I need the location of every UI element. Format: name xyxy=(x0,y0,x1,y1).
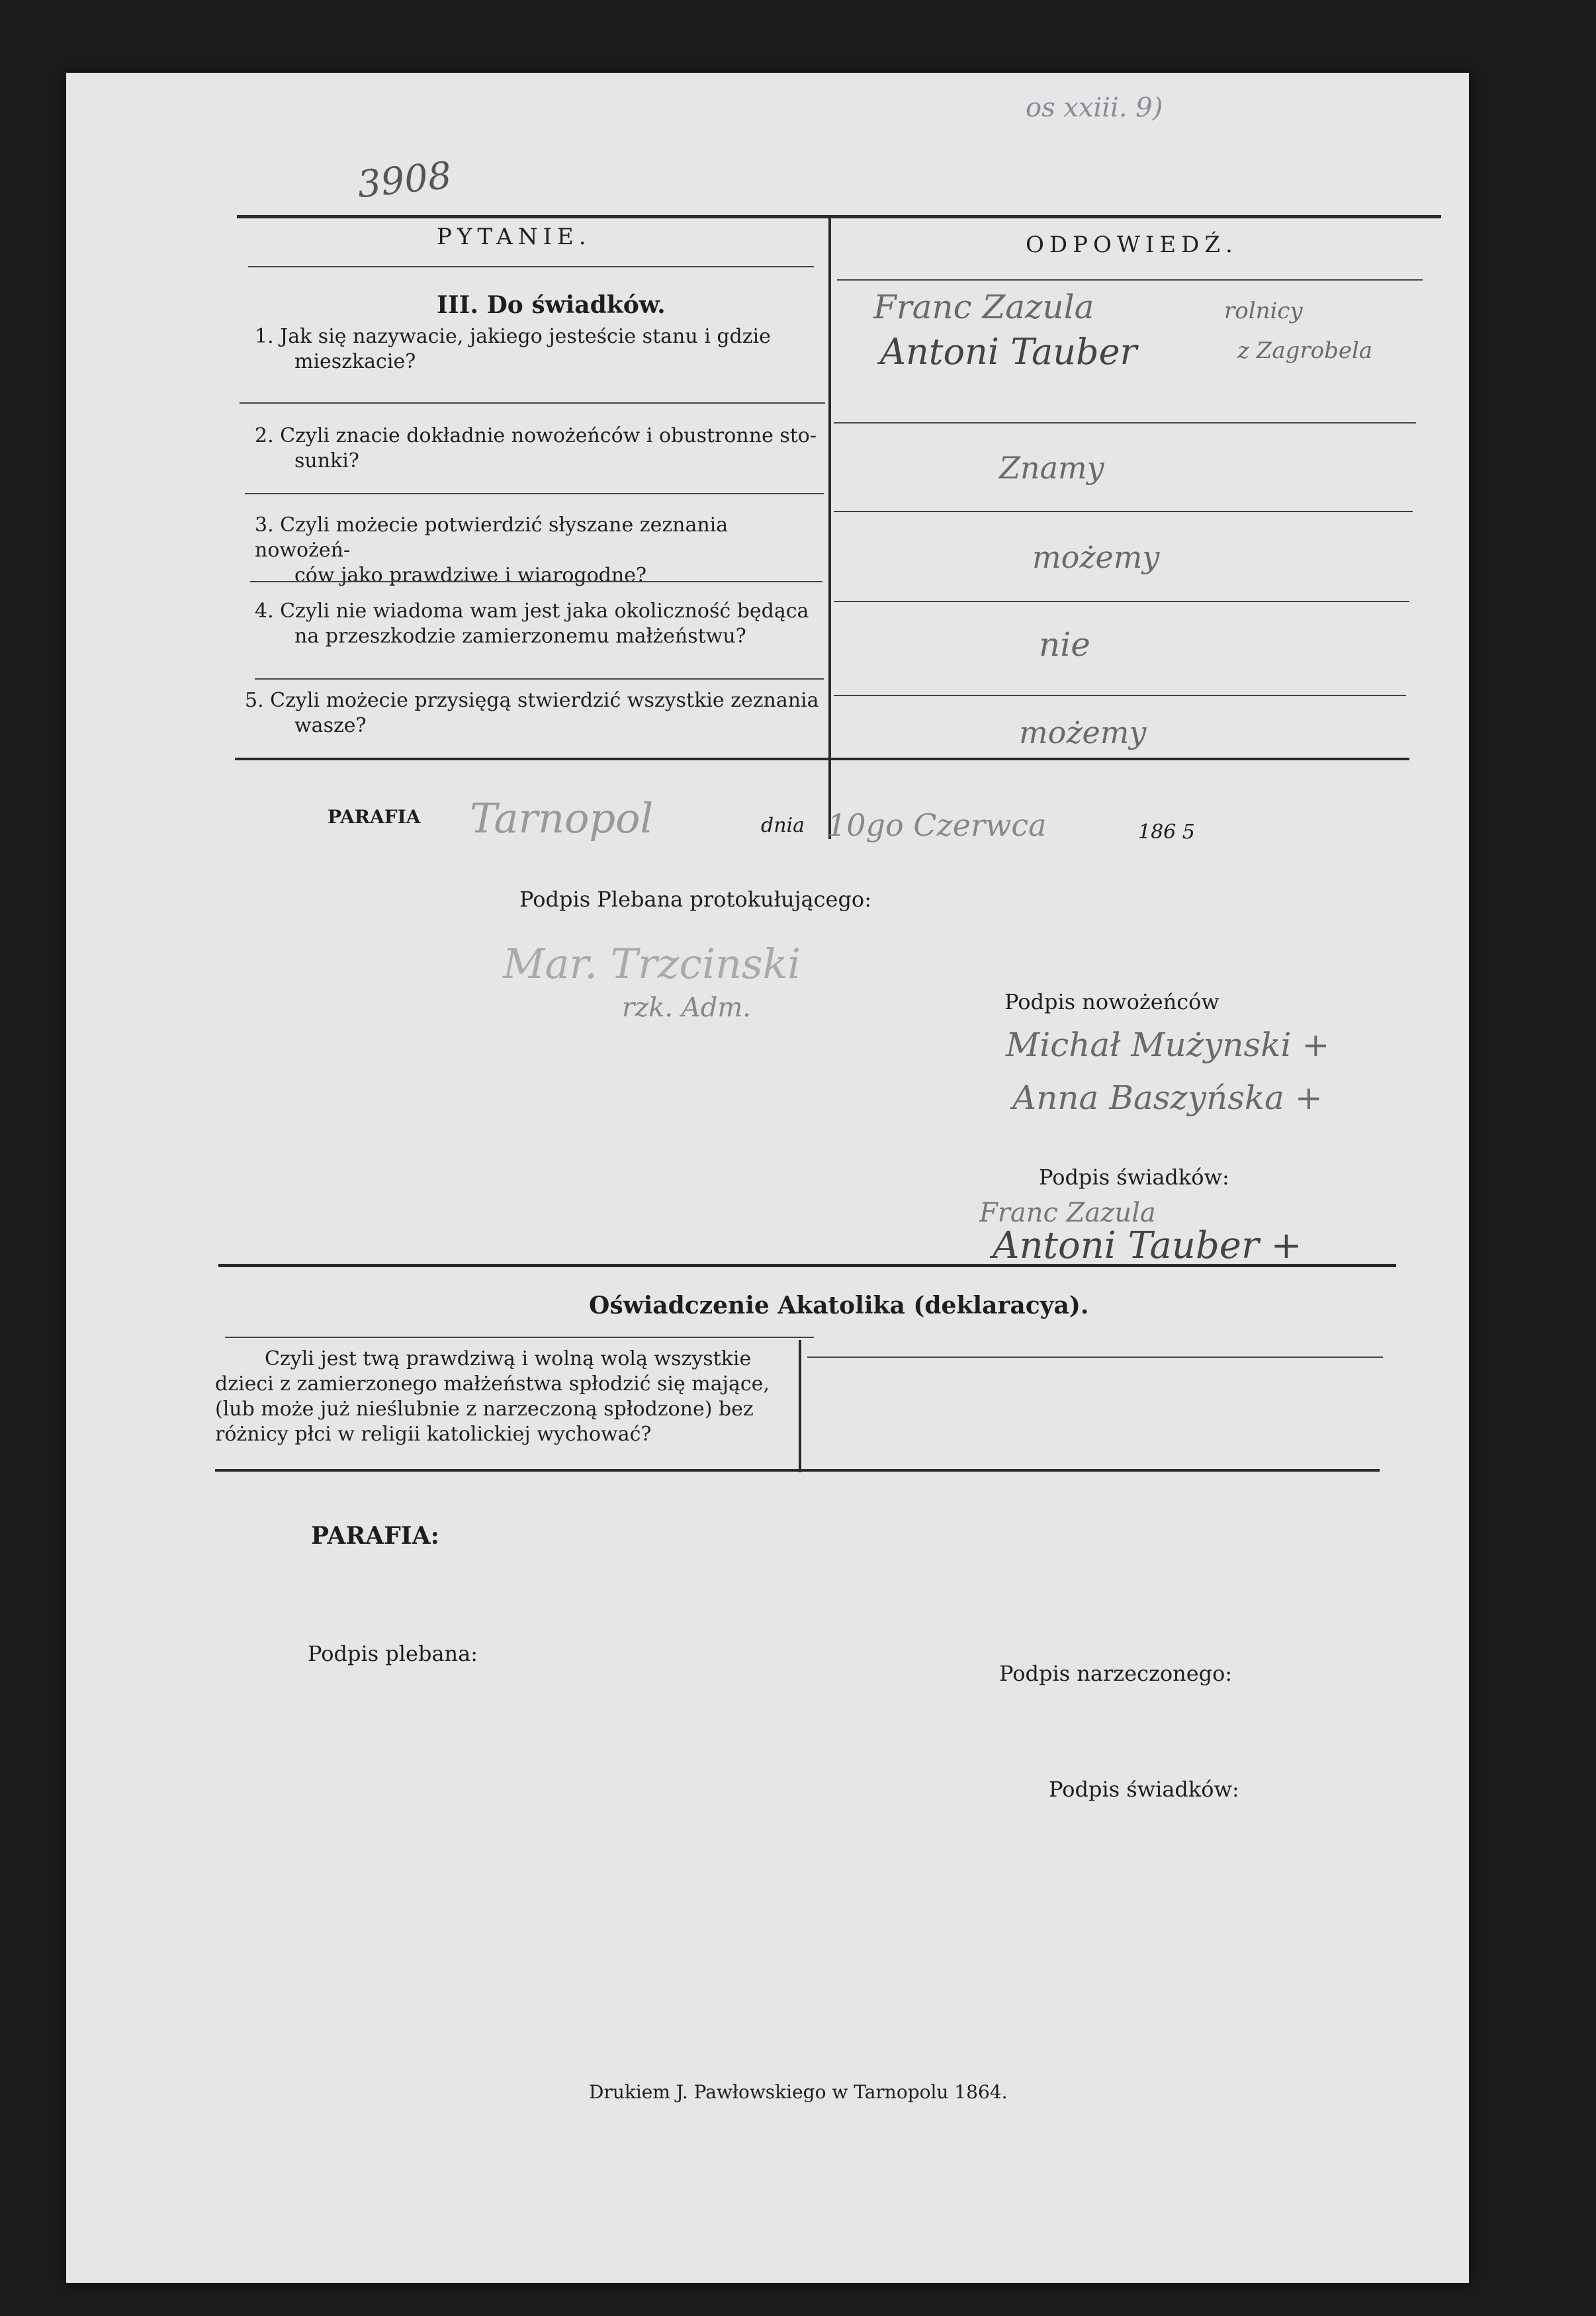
year-value: 186 5 xyxy=(1138,821,1195,844)
answer-1-name-2: Antoni Tauber xyxy=(880,331,1137,373)
table-divider xyxy=(828,217,831,839)
printer-imprint: Drukiem J. Pawłowskiego w Tarnopolu 1864. xyxy=(589,2081,1008,2103)
parish-label: PARAFIA xyxy=(328,806,421,828)
header-rule-right xyxy=(837,279,1423,281)
question-4: 4. Czyli nie wiadoma wam jest jaka okoliczność będąca na przeszkodzie zamierzonemu małżeństwu? xyxy=(255,600,809,648)
question-5: 5. Czyli możecie przysięgą stwierdzić wszystkie zeznania wasze? xyxy=(245,689,819,737)
row-rule-3-right xyxy=(834,601,1409,602)
witness-1-signature: Franc Zazula xyxy=(979,1198,1156,1228)
section-title: III. Do świadków. xyxy=(437,291,666,319)
parish-name: Tarnopol xyxy=(470,794,654,842)
groom-signature-label: Podpis narzeczonego: xyxy=(999,1661,1233,1686)
declaration-rule-left xyxy=(225,1337,814,1338)
row-rule-2-right xyxy=(834,511,1413,512)
document-page xyxy=(66,73,1469,2283)
row-rule-1-left xyxy=(240,402,825,404)
spouse-2-signature: Anna Baszyńska + xyxy=(1012,1079,1323,1117)
declaration-bottom-rule xyxy=(215,1469,1380,1472)
answer-4: nie xyxy=(1039,625,1090,664)
row-rule-1-right xyxy=(834,422,1416,423)
declaration-title: Oświadczenie Akatolika (deklaracya). xyxy=(589,1292,1089,1319)
spouses-signature-label: Podpis nowożeńców xyxy=(1004,989,1219,1014)
plebana-signature-label: Podpis plebana: xyxy=(308,1641,478,1666)
question-2: 2. Czyli znacie dokładnie nowożeńców i obustronne sto- sunki? xyxy=(255,424,817,472)
row-rule-4-right xyxy=(834,695,1406,696)
answer-1-status: rolnicy xyxy=(1224,298,1303,324)
parish-2-label: PARAFIA: xyxy=(311,1522,439,1550)
page-number-note: 3908 xyxy=(355,154,454,207)
header-rule-left xyxy=(248,266,814,267)
answer-1-name-1: Franc Zazula xyxy=(873,288,1094,326)
spouse-1-signature: Michał Mużynski + xyxy=(1006,1026,1330,1064)
table-top-rule xyxy=(237,215,1441,218)
archive-note: os xxiii. 9) xyxy=(1026,93,1163,123)
declaration-divider xyxy=(799,1340,801,1472)
date-value: 10go Czerwca xyxy=(827,807,1047,843)
witness-2-signature: Antoni Tauber + xyxy=(993,1224,1302,1267)
declaration-text: Czyli jest twą prawdziwą i wolną wolą wszystkie dzieci z zamierzonego małżeństwa spłodzić się mające, (lub może już nieślubnie z narzeczoną spłodzone) bez różnicy płci w religii katolickiej wychować? xyxy=(215,1347,770,1446)
declaration-rule-right xyxy=(807,1357,1383,1358)
answer-5: możemy xyxy=(1019,715,1147,750)
table-bottom-rule xyxy=(235,758,1409,760)
date-label: dnia xyxy=(761,814,805,837)
witnesses-2-signature-label: Podpis świadków: xyxy=(1049,1777,1239,1802)
answer-3: możemy xyxy=(1032,539,1160,575)
priest-signature: Mar. Trzcinski xyxy=(503,940,801,988)
row-rule-3-left xyxy=(250,581,822,582)
question-column-header: PYTANIE. xyxy=(437,224,592,250)
question-3: 3. Czyli możecie potwierdzić słyszane zeznania nowożeń- ców jako prawdziwe i wiarogodne? xyxy=(255,513,729,587)
priest-title: rzk. Adm. xyxy=(622,993,751,1023)
answer-2: Znamy xyxy=(999,450,1104,486)
row-rule-2-left xyxy=(245,493,824,494)
question-1: 1. Jak się nazywacie, jakiego jesteście stanu i gdzie mieszkacie? xyxy=(255,325,771,373)
priest-signature-label: Podpis Plebana protokułującego: xyxy=(519,887,871,912)
answer-column-header: ODPOWIEDŹ. xyxy=(1026,232,1238,258)
declaration-top-rule xyxy=(218,1264,1396,1267)
row-rule-4-left xyxy=(255,678,824,680)
answer-1-place: z Zagrobela xyxy=(1237,337,1373,364)
witnesses-signature-label: Podpis świadków: xyxy=(1039,1165,1229,1190)
